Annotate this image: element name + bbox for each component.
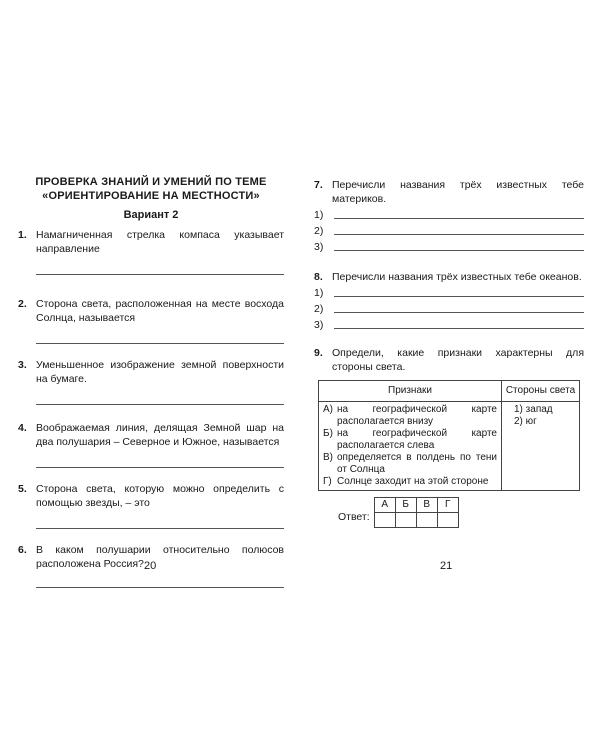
criterion-a: А) на географической карте располагается внизу [323, 404, 497, 427]
answer-line-5[interactable] [36, 528, 284, 529]
matching-table [318, 380, 580, 491]
criterion-g: Г) Солнце заходит на этой стороне [323, 476, 489, 487]
answer-line-7-2[interactable] [314, 222, 584, 238]
line-label: 3) [314, 241, 324, 253]
answer-line-2[interactable] [36, 343, 284, 344]
left-page [18, 175, 284, 588]
question-1 [18, 228, 284, 256]
question-number: 1. [18, 229, 27, 241]
question-number: 2. [18, 298, 27, 310]
question-text: Определи, какие признаки характерны для стороны света. [332, 347, 584, 373]
question-text: Уменьшенное изображение земной поверхности на бумаге. [36, 359, 284, 385]
question-2 [18, 297, 284, 325]
answer-line-1[interactable] [36, 274, 284, 275]
question-text: Воображаемая линия, делящая Земной шар на два полушария – Северное и Южное, называется [36, 422, 284, 448]
answer-line-8-3[interactable] [314, 316, 584, 332]
answer-line-7-3[interactable] [314, 238, 584, 254]
question-text: В каком полушарии относительно полюсов расположена Россия? [36, 544, 284, 570]
variant-label: Вариант 2 [123, 209, 179, 221]
answer-row [338, 497, 584, 528]
question-number: 3. [18, 359, 27, 371]
question-number: 7. [314, 179, 323, 191]
answer-line-8-2[interactable] [314, 300, 584, 316]
side-option-2: 2) юг [514, 416, 537, 427]
question-number: 4. [18, 422, 27, 434]
question-8 [314, 270, 584, 284]
criteria-header: Признаки [319, 381, 502, 402]
title-line-2: «ОРИЕНТИРОВАНИЕ НА МЕСТНОСТИ» [42, 190, 260, 202]
answer-letter-b: Б [395, 498, 416, 513]
question-text: Сторона света, расположенная на месте восхода Солнца, называется [36, 298, 284, 324]
answer-cell-v[interactable] [416, 513, 437, 528]
page-number-right: 21 [440, 560, 453, 572]
question-text: Перечисли названия трёх известных тебе материков. [332, 179, 584, 205]
answer-grid [374, 497, 459, 528]
question-4 [18, 421, 284, 449]
sides-cell [502, 402, 580, 491]
criterion-b: Б) на географической карте располагается слева [323, 428, 497, 451]
answer-label: Ответ: [338, 511, 370, 523]
question-number: 9. [314, 347, 323, 359]
right-page [314, 178, 584, 528]
answer-letter-g: Г [437, 498, 458, 513]
test-title [18, 175, 284, 203]
question-7-lines [314, 206, 584, 254]
question-9 [314, 346, 584, 374]
page-number-left: 20 [144, 560, 157, 572]
side-option-1: 1) запад [514, 404, 553, 415]
answer-letter-a: А [374, 498, 395, 513]
question-number: 6. [18, 544, 27, 556]
sides-header: Стороны света [502, 381, 580, 402]
answer-line-3[interactable] [36, 404, 284, 405]
question-5 [18, 482, 284, 510]
answer-cell-g[interactable] [437, 513, 458, 528]
line-label: 3) [314, 319, 324, 331]
criterion-v: В) определяется в полдень по тени от Солнца [323, 452, 497, 475]
answer-line-4[interactable] [36, 467, 284, 468]
question-number: 5. [18, 483, 27, 495]
question-text: Перечисли названия трёх известных тебе океанов. [332, 271, 582, 283]
question-text: Намагниченная стрелка компаса указывает направление [36, 229, 284, 255]
line-label: 2) [314, 225, 324, 237]
answer-cell-b[interactable] [395, 513, 416, 528]
title-line-1: ПРОВЕРКА ЗНАНИЙ И УМЕНИЙ ПО ТЕМЕ [35, 176, 267, 188]
question-3 [18, 358, 284, 386]
question-text: Сторона света, которую можно определить с помощью звезды, – это [36, 483, 284, 509]
answer-line-7-1[interactable] [314, 206, 584, 222]
question-7 [314, 178, 584, 206]
criteria-cell [319, 402, 502, 491]
question-8-lines [314, 284, 584, 332]
answer-line-6[interactable] [36, 587, 284, 588]
question-number: 8. [314, 271, 323, 283]
answer-letter-v: В [416, 498, 437, 513]
line-label: 1) [314, 287, 324, 299]
line-label: 2) [314, 303, 324, 315]
line-label: 1) [314, 209, 324, 221]
answer-line-8-1[interactable] [314, 284, 584, 300]
answer-cell-a[interactable] [374, 513, 395, 528]
